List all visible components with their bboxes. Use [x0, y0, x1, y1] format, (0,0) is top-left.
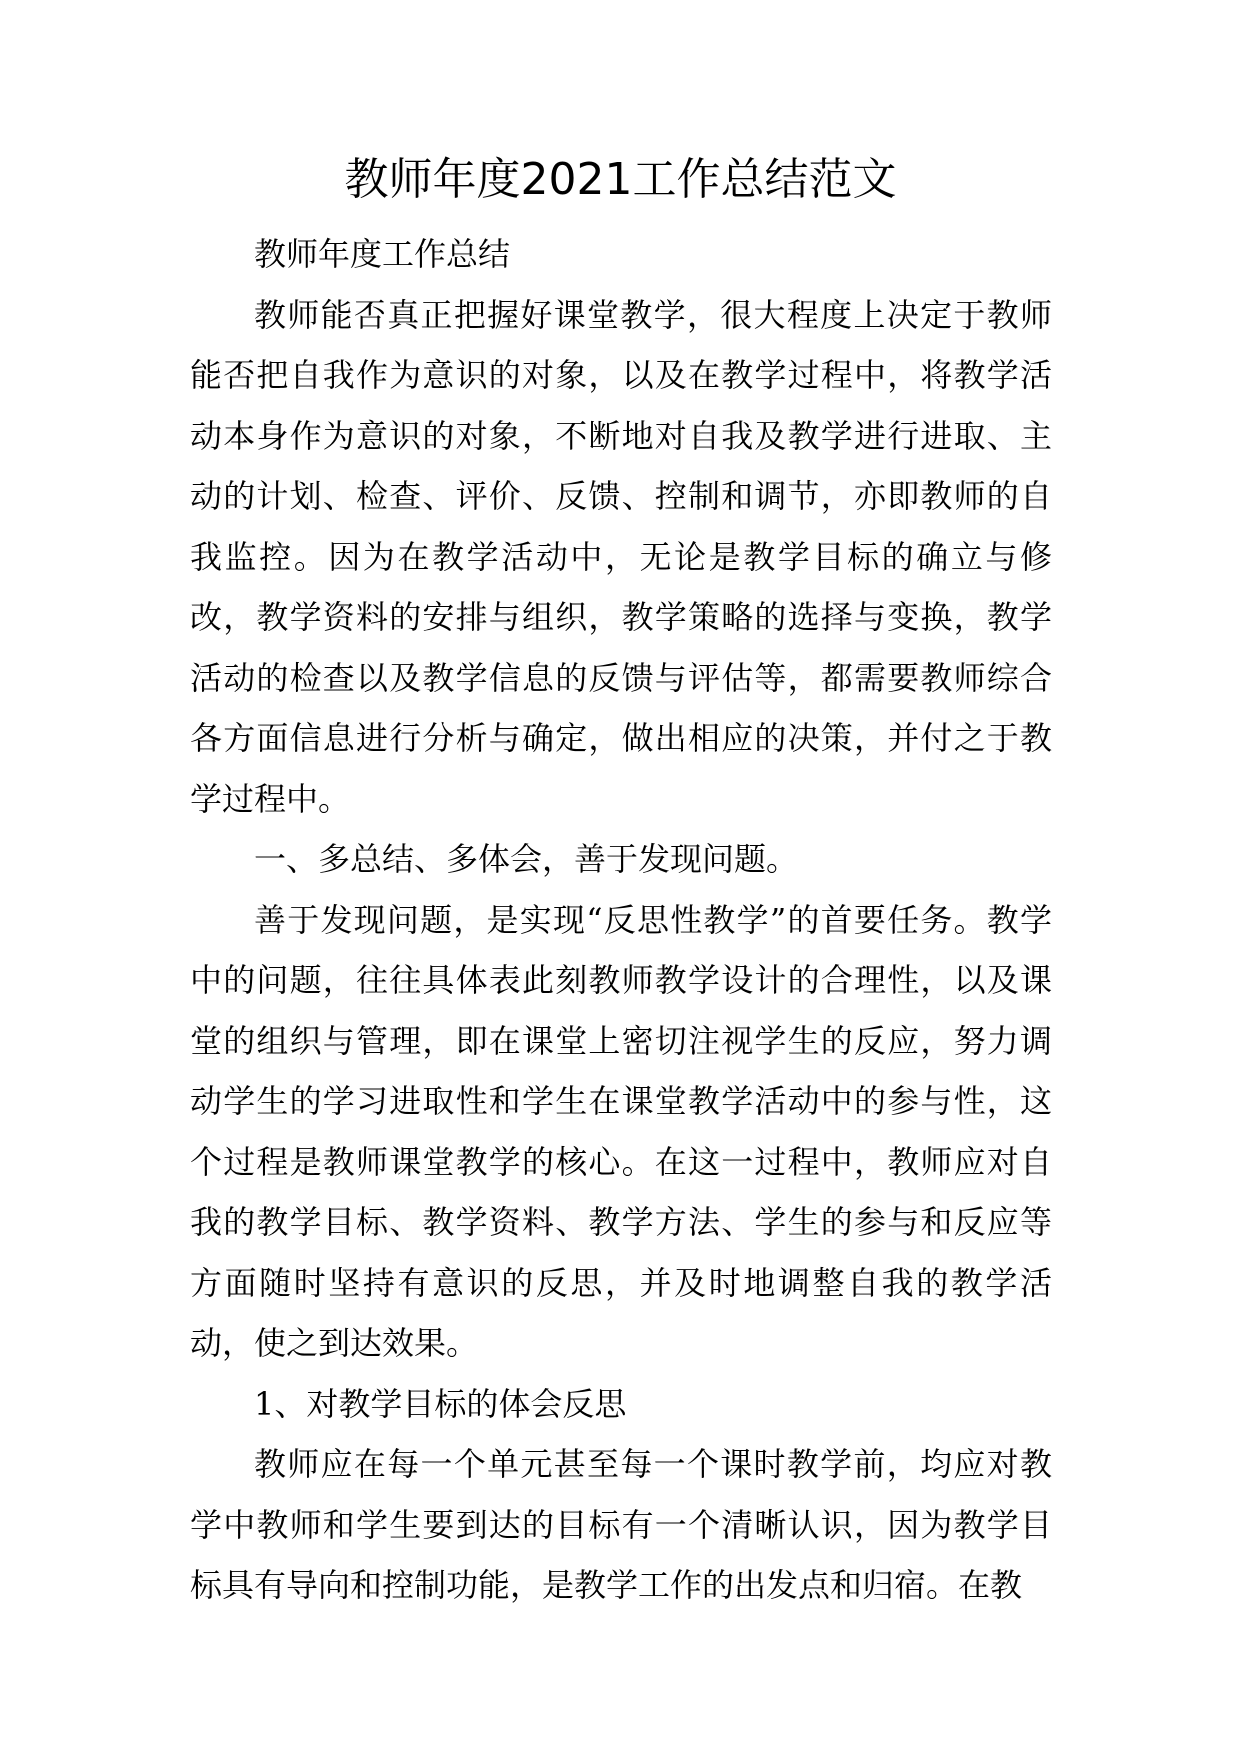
document-body	[190, 224, 1052, 1616]
body-paragraph: 教师能否真正把握好课堂教学，很大程度上决定于教师能否把自我作为意识的对象，以及在教学过程中，将教学活动本身作为意识的对象，不断地对自我及教学进行进取、主动的计划、检查、评价、反馈、控制和调节，亦即教师的自我监控。因为在教学活动中，无论是教学目标的确立与修改，教学资料的安排与组织，教学策略的选择与变换，教学活动的检查以及教学信息的反馈与评估等，都需要教师综合各方面信息进行分析与确定，做出相应的决策，并付之于教学过程中。	[190, 295, 1052, 818]
section-heading: 一、多总结、多体会，善于发现问题。	[254, 840, 799, 878]
document-title: 教师年度2021工作总结范文	[344, 154, 897, 205]
subtitle-paragraph: 教师年度工作总结	[254, 235, 511, 273]
body-paragraph: 善于发现问题，是实现“反思性教学”的首要任务。教学中的问题，往往具体表此刻教师教学设计的合理性，以及课堂的组织与管理，即在课堂上密切注视学生的反应，努力调动学生的学习进取性和学生在课堂教学活动中的参与性，这个过程是教师课堂教学的核心。在这一过程中，教师应对自我的教学目标、教学资料、教学方法、学生的参与和反应等方面随时坚持有意识的反思，并及时地调整自我的教学活动，使之到达效果。	[190, 900, 1052, 1362]
subsection-heading: 1、对教学目标的体会反思	[254, 1384, 627, 1423]
body-paragraph: 教师应在每一个单元甚至每一个课时教学前，均应对教学中教师和学生要到达的目标有一个清晰认识，因为教学目标具有导向和控制功能，是教学工作的出发点和归宿。在教	[190, 1445, 1052, 1604]
